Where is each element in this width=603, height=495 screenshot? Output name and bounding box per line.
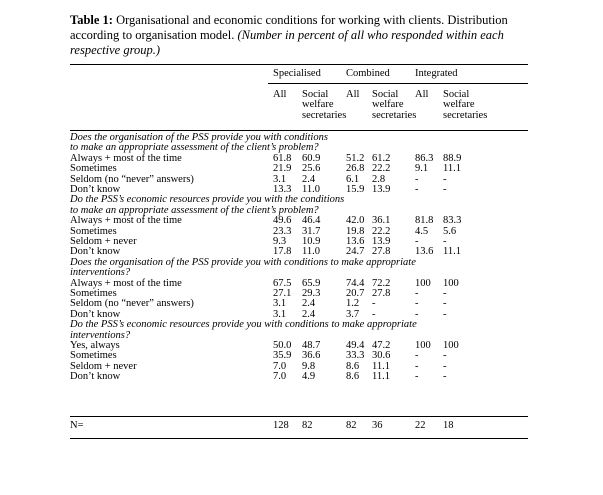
row-value: 88.9 — [443, 152, 462, 164]
header-sws-integrated — [443, 90, 487, 121]
row-value: 24.7 — [346, 246, 365, 258]
row-value: 21.9 — [273, 163, 292, 175]
row-value: 20.7 — [346, 288, 365, 299]
row-value: 11.1 — [372, 371, 390, 383]
row-value: - — [443, 184, 447, 195]
row-value: 22.2 — [372, 225, 391, 237]
header-sws-specialised — [302, 90, 346, 121]
totals-value: 22 — [415, 420, 426, 431]
row-value: - — [443, 236, 447, 247]
row-value: 7.0 — [273, 360, 287, 372]
header-sws-line: secretaries — [443, 109, 488, 121]
row-label: Seldom (no “never” answers) — [70, 298, 194, 310]
row-value: - — [443, 288, 447, 299]
row-value: - — [415, 308, 419, 320]
row-value: 100 — [443, 277, 459, 289]
caption-label: Table 1: — [70, 13, 113, 27]
row-label: Sometimes — [70, 288, 117, 299]
row-value: 2.8 — [372, 173, 386, 185]
row-value: 47.2 — [372, 340, 391, 351]
table-top-rule — [70, 64, 528, 65]
row-value: - — [443, 350, 447, 362]
row-value: 3.1 — [273, 308, 287, 320]
row-value: 65.9 — [302, 277, 321, 289]
row-label: Seldom + never — [70, 236, 137, 247]
row-value: 1.2 — [346, 298, 360, 310]
row-value: 25.6 — [302, 163, 321, 175]
row-label: Don’t know — [70, 371, 121, 383]
row-value: 6.1 — [346, 173, 360, 185]
row-value: 19.8 — [346, 225, 365, 237]
header-all-specialised: All — [273, 89, 287, 100]
header-sws-combined — [372, 90, 416, 121]
row-value: 61.8 — [273, 152, 292, 164]
row-value: 72.2 — [372, 277, 391, 289]
caption-note: (Number in percent of all who responded within each respective group.) — [70, 28, 504, 57]
row-value: 48.7 — [302, 340, 321, 351]
row-value: 2.4 — [302, 173, 316, 185]
row-value: - — [443, 173, 447, 185]
row-value: - — [415, 173, 419, 185]
section-question: to make an appropriate assessment of the client’s problem? — [70, 204, 319, 216]
section-question: Does the organisation of the PSS provide you with conditions — [70, 132, 328, 143]
section-question: interventions? — [70, 329, 131, 341]
row-value: - — [415, 184, 419, 195]
row-value: - — [443, 371, 447, 383]
row-value: 17.8 — [273, 246, 292, 258]
row-value: 3.1 — [273, 298, 287, 310]
row-label: Always + most of the time — [70, 215, 182, 227]
header-specialised: Specialised — [273, 68, 321, 79]
table-caption — [70, 13, 522, 58]
row-value: 36.6 — [302, 350, 321, 362]
row-value: 2.4 — [302, 298, 316, 310]
row-value: 13.6 — [346, 236, 365, 247]
row-value: 3.1 — [273, 173, 287, 185]
row-value: 4.5 — [415, 225, 429, 237]
row-value: 27.8 — [372, 288, 391, 299]
row-value: 9.1 — [415, 163, 429, 175]
row-value: 15.9 — [346, 184, 365, 195]
row-value: - — [415, 371, 419, 383]
header-integrated: Integrated — [415, 68, 458, 79]
totals-top-rule — [70, 416, 528, 417]
row-value: 2.4 — [302, 308, 316, 320]
row-value: 23.3 — [273, 225, 292, 237]
row-value: 74.4 — [346, 277, 365, 289]
row-value: 13.3 — [273, 184, 292, 195]
row-label: Seldom + never — [70, 360, 137, 372]
row-label: Always + most of the time — [70, 277, 182, 289]
row-label: Don’t know — [70, 184, 121, 195]
header-sws-line: welfare — [443, 99, 475, 111]
header-all-integrated: All — [415, 89, 429, 100]
header-sws-line: Social — [302, 89, 329, 100]
totals-value: 36 — [372, 420, 383, 431]
row-value: 3.7 — [346, 308, 360, 320]
row-value: 11.0 — [302, 246, 320, 258]
row-value: - — [443, 298, 447, 310]
row-value: 13.6 — [415, 246, 434, 258]
row-value: 22.2 — [372, 163, 391, 175]
row-label: Seldom (no “never” answers) — [70, 173, 194, 185]
header-sws-line: secretaries — [372, 109, 417, 121]
row-value: 81.8 — [415, 215, 434, 227]
row-value: 50.0 — [273, 340, 292, 351]
row-value: 67.5 — [273, 277, 292, 289]
row-label: Yes, always — [70, 340, 120, 351]
totals-value: 128 — [273, 420, 289, 431]
header-sws-line: Social — [443, 89, 470, 100]
row-value: 100 — [443, 340, 459, 351]
row-value: 33.3 — [346, 350, 365, 362]
row-value: 100 — [415, 340, 431, 351]
row-value: 30.6 — [372, 350, 391, 362]
row-value: 42.0 — [346, 215, 365, 227]
row-value: 9.3 — [273, 236, 287, 247]
row-value: 13.9 — [372, 184, 391, 195]
row-value: - — [415, 360, 419, 372]
row-value: 100 — [415, 277, 431, 289]
row-value: 11.1 — [443, 163, 461, 175]
row-label: Sometimes — [70, 350, 117, 362]
row-value: 86.3 — [415, 152, 434, 164]
row-value: 27.8 — [372, 246, 391, 258]
totals-label: N= — [70, 420, 84, 431]
header-all-combined: All — [346, 89, 360, 100]
row-value: 26.8 — [346, 163, 365, 175]
section-question: Do the PSS’s economic resources provide you with the conditions — [70, 194, 345, 206]
row-value: 7.0 — [273, 371, 287, 383]
section-question: interventions? — [70, 267, 131, 279]
row-value: 8.6 — [346, 360, 360, 372]
row-value: 46.4 — [302, 215, 321, 227]
header-sws-line: secretaries — [302, 109, 347, 121]
row-value: 29.3 — [302, 288, 321, 299]
row-value: 83.3 — [443, 215, 462, 227]
row-value: 35.9 — [273, 350, 292, 362]
header-sws-line: welfare — [372, 99, 404, 111]
row-value: - — [415, 298, 419, 310]
table-bottom-rule — [70, 438, 528, 439]
row-value: 11.1 — [443, 246, 461, 258]
caption-text: Organisational and economic conditions for working with clients. Distribution according to organisation model. — [70, 13, 508, 42]
row-value: 31.7 — [302, 225, 321, 237]
row-value: 11.1 — [372, 360, 390, 372]
row-value: 60.9 — [302, 152, 321, 164]
header-bottom-rule — [70, 130, 528, 131]
row-value: 4.9 — [302, 371, 316, 383]
row-value: 36.1 — [372, 215, 391, 227]
row-label: Always + most of the time — [70, 152, 182, 164]
section-question: to make an appropriate assessment of the client’s problem? — [70, 142, 319, 154]
header-sws-line: welfare — [302, 99, 334, 111]
header-group-rule — [268, 83, 528, 84]
header-sws-line: Social — [372, 89, 399, 100]
row-value: - — [415, 236, 419, 247]
totals-value: 82 — [346, 420, 357, 431]
row-value: 13.9 — [372, 236, 391, 247]
header-combined: Combined — [346, 68, 390, 79]
row-value: 27.1 — [273, 288, 292, 299]
row-value: - — [372, 308, 376, 320]
row-label: Sometimes — [70, 225, 117, 237]
row-value: - — [443, 360, 447, 372]
row-label: Sometimes — [70, 163, 117, 175]
row-value: - — [415, 288, 419, 299]
row-value: 51.2 — [346, 152, 365, 164]
row-label: Don’t know — [70, 246, 121, 258]
row-value: - — [443, 308, 447, 320]
row-value: - — [415, 350, 419, 362]
row-value: 8.6 — [346, 371, 360, 383]
section-question: Do the PSS’s economic resources provide you with conditions to make appropriate — [70, 319, 417, 331]
row-value: 5.6 — [443, 225, 457, 237]
row-value: 49.4 — [346, 340, 365, 351]
row-value: 10.9 — [302, 236, 321, 247]
row-value: - — [372, 298, 376, 310]
totals-value: 82 — [302, 420, 313, 431]
section-question: Does the organisation of the PSS provide you with conditions to make appropriate — [70, 256, 416, 268]
totals-value: 18 — [443, 420, 454, 431]
row-value: 11.0 — [302, 184, 320, 195]
row-value: 49.6 — [273, 215, 292, 227]
row-value: 61.2 — [372, 152, 391, 164]
row-label: Don’t know — [70, 308, 121, 320]
row-value: 9.8 — [302, 360, 316, 372]
